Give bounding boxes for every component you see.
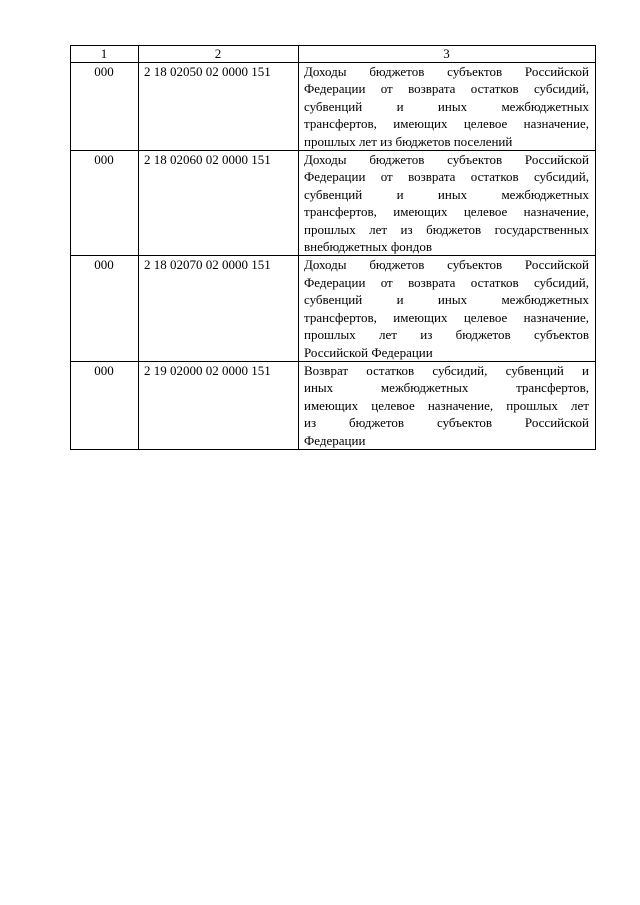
description-line: Российской Федерации — [304, 344, 433, 360]
description-line: трансфертов, имеющих целевое назначение, — [304, 116, 589, 132]
description-line: прошлых лет из бюджетов государственных — [304, 221, 589, 237]
description-line: Доходы бюджетов субъектов Российской — [304, 152, 589, 168]
kbk-code-cell: 2 18 02070 02 0000 151 — [139, 256, 299, 361]
admin-code-cell: 000 — [71, 63, 139, 151]
description-line: прошлых лет из бюджетов субъектов — [304, 327, 589, 343]
description-line: имеющих целевое назначение, прошлых лет — [304, 397, 589, 413]
description-line: субвенций и иных межбюджетных — [304, 186, 589, 202]
description-cell — [299, 256, 596, 361]
admin-code-cell: 000 — [71, 151, 139, 256]
description-line: субвенций и иных межбюджетных — [304, 292, 589, 308]
description-cell — [299, 151, 596, 256]
description-line: иных межбюджетных трансфертов, — [304, 380, 589, 396]
table-row — [71, 151, 596, 256]
column-header-1: 1 — [71, 46, 139, 63]
description-line: из бюджетов субъектов Российской — [304, 415, 589, 431]
kbk-code-cell: 2 19 02000 02 0000 151 — [139, 361, 299, 449]
column-header-3: 3 — [299, 46, 596, 63]
description-line: Доходы бюджетов субъектов Российской — [304, 257, 589, 273]
description-line: Федерации от возврата остатков субсидий, — [304, 169, 589, 185]
kbk-code-cell: 2 18 02050 02 0000 151 — [139, 63, 299, 151]
description-line: Доходы бюджетов субъектов Российской — [304, 64, 589, 79]
admin-code-cell: 000 — [71, 256, 139, 361]
table-header-row — [71, 46, 596, 63]
table-row — [71, 256, 596, 361]
description-line: субвенций и иных межбюджетных — [304, 98, 589, 114]
column-header-2: 2 — [139, 46, 299, 63]
admin-code-cell: 000 — [71, 361, 139, 449]
kbk-code-cell: 2 18 02060 02 0000 151 — [139, 151, 299, 256]
description-line: Федерации — [304, 432, 366, 448]
description-cell — [299, 63, 596, 151]
description-cell — [299, 361, 596, 449]
description-line: Федерации от возврата остатков субсидий, — [304, 274, 589, 290]
description-line: Федерации от возврата остатков субсидий, — [304, 81, 589, 97]
description-line: трансфертов, имеющих целевое назначение, — [304, 309, 589, 325]
table-row — [71, 63, 596, 151]
budget-classification-table — [70, 45, 596, 450]
table-row — [71, 361, 596, 449]
description-line: внебюджетных фондов — [304, 239, 432, 255]
description-line: Возврат остатков субсидий, субвенций и — [304, 362, 589, 378]
description-line: прошлых лет из бюджетов поселений — [304, 133, 513, 149]
description-line: трансфертов, имеющих целевое назначение, — [304, 204, 589, 220]
